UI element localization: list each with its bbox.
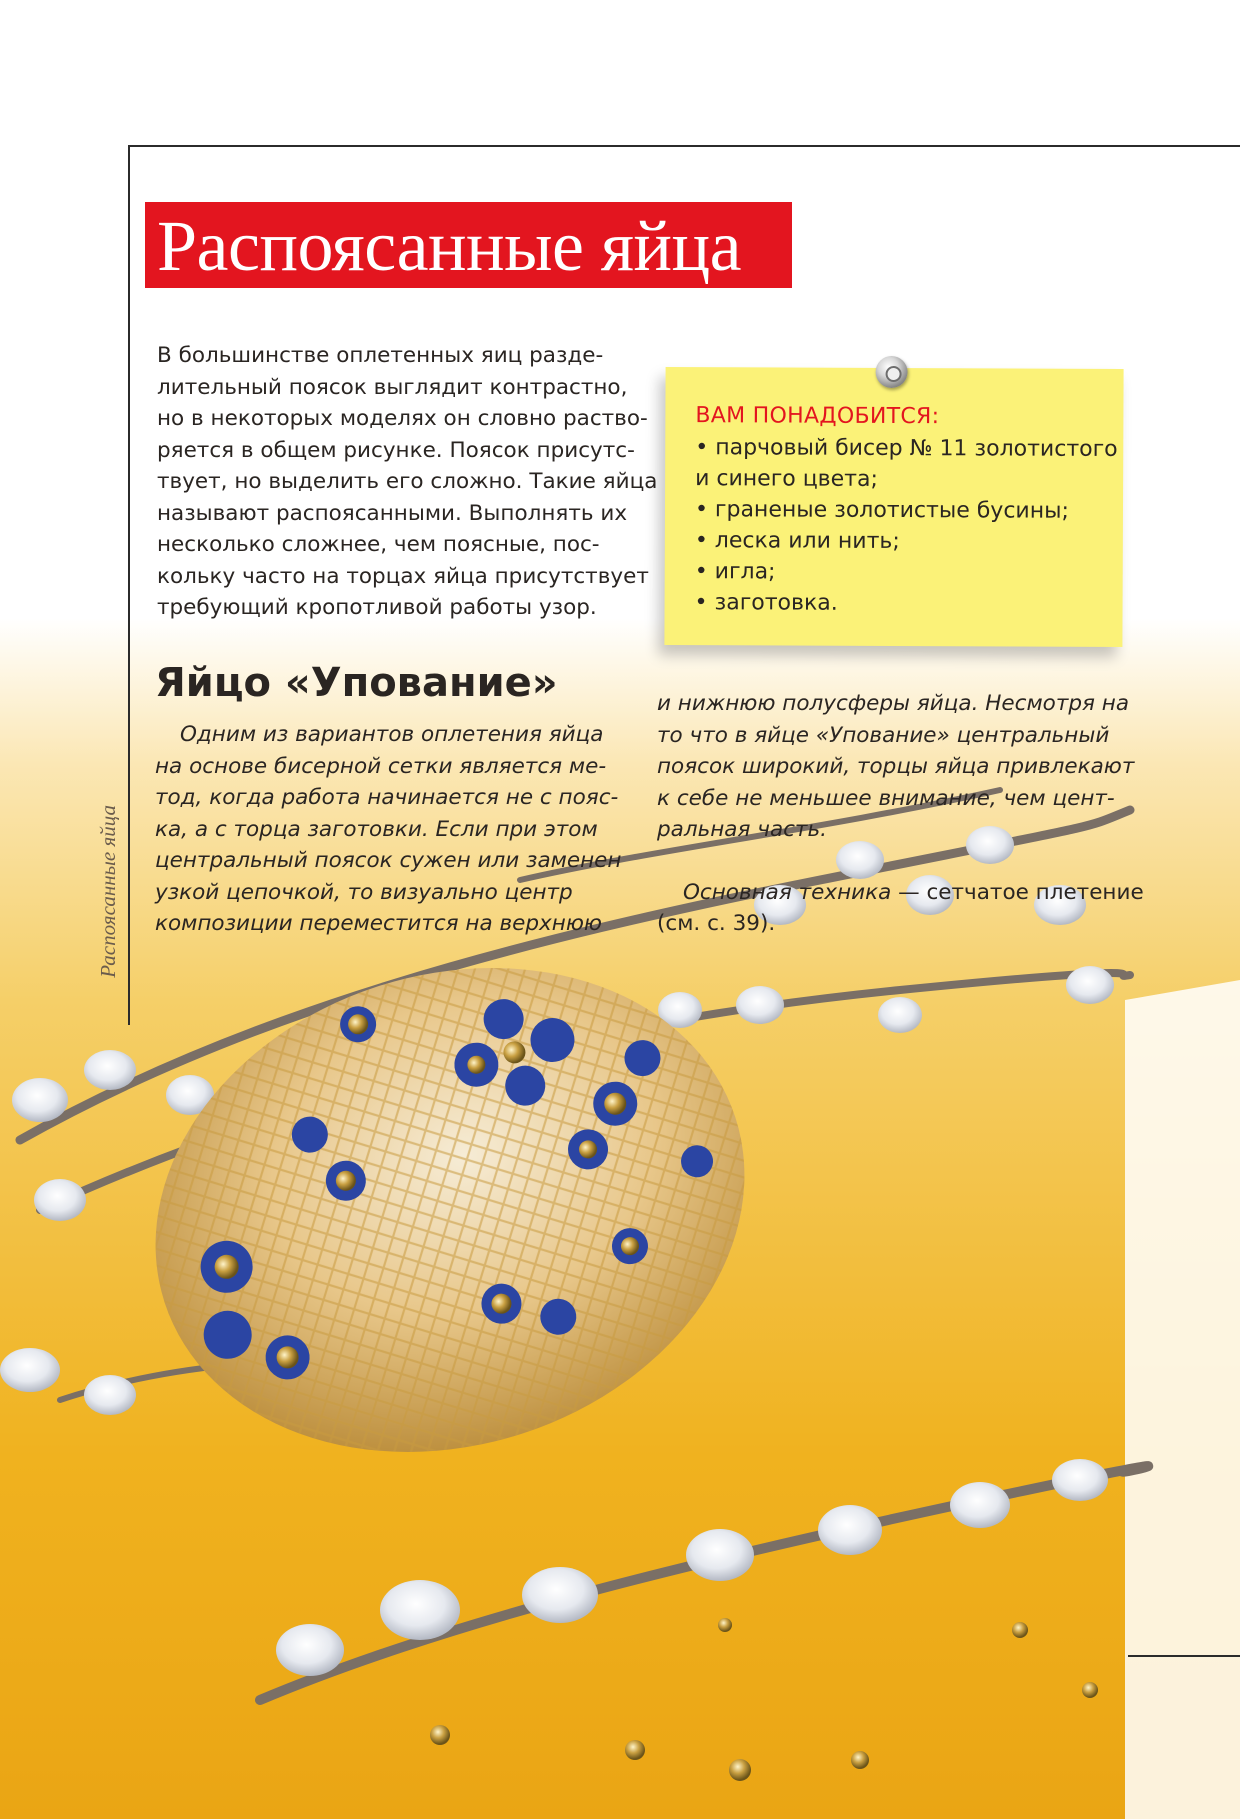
materials-item: • парчовый бисер № 11 золотистого xyxy=(695,435,1118,462)
technique-line xyxy=(657,877,1144,909)
intro-line: но в некоторых моделях он словно раство- xyxy=(157,406,648,431)
frame-left-rule xyxy=(128,145,130,1025)
technique-reference: (см. с. 39). xyxy=(657,911,776,936)
right-column-text xyxy=(657,688,1144,940)
technique-text: — сетчатое плетение xyxy=(891,879,1144,905)
frame-top-rule xyxy=(128,145,1240,147)
materials-item: • заготовка. xyxy=(694,590,838,616)
materials-item: • игла; xyxy=(694,559,776,585)
body-line: ка, а с торца заготовки. Если при этом xyxy=(155,816,598,842)
chapter-title-banner xyxy=(145,202,792,288)
body-line: центральный поясок сужен или заменен xyxy=(155,848,622,873)
intro-line: В большинстве оплетенных яиц разде- xyxy=(157,343,604,368)
technique-label: Основная техника xyxy=(683,879,892,905)
materials-item: • граненые золотистые бусины; xyxy=(694,497,1069,524)
intro-line: требующий кропотливой работы узор. xyxy=(157,595,597,620)
body-line: и нижнюю полусферы яйца. Несмотря на xyxy=(657,691,1130,716)
body-line: к себе не меньшее внимание, чем цент- xyxy=(657,785,1115,811)
section-title: Яйцо «Упование» xyxy=(155,660,558,706)
intro-line: твует, но выделить его сложно. Такие яйца xyxy=(157,469,658,494)
frame-bottom-rule xyxy=(1128,1655,1240,1657)
materials-item: • леска или нить; xyxy=(694,528,900,555)
body-line: на основе бисерной сетки является ме- xyxy=(155,753,607,779)
materials-heading: ВАМ ПОНАДОБИТСЯ: xyxy=(695,403,940,430)
intro-line: кольку часто на торцах яйца присутствует xyxy=(157,563,649,589)
intro-line: несколько сложнее, чем поясные, пос- xyxy=(157,532,600,557)
body-line: тод, когда работа начинается не с пояс- xyxy=(155,785,619,810)
running-section-label: Распоясанные яйца xyxy=(96,805,120,978)
body-line: Одним из вариантов оплетения яйца xyxy=(180,722,604,747)
intro-line: лительный поясок выглядит контрастно, xyxy=(157,374,628,400)
intro-line: называют распоясанными. Выполнять их xyxy=(157,500,628,526)
body-line: узкой цепочкой, то визуально центр xyxy=(155,879,573,905)
body-line: ральная часть. xyxy=(657,817,827,842)
intro-line: ряется в общем рисунке. Поясок присутс- xyxy=(157,437,635,463)
body-line: поясок широкий, торцы яйца привлекают xyxy=(657,754,1135,779)
materials-item: и синего цвета; xyxy=(695,466,878,492)
left-column-text xyxy=(155,719,625,940)
chapter-title: Распоясанные яйца xyxy=(157,206,742,286)
materials-sticky-note xyxy=(664,367,1123,647)
pushpin-icon xyxy=(876,356,908,388)
intro-paragraph xyxy=(157,340,658,624)
body-line: композиции переместится на верхнюю xyxy=(155,911,603,936)
body-line: то что в яйце «Упование» центральный xyxy=(657,722,1110,748)
